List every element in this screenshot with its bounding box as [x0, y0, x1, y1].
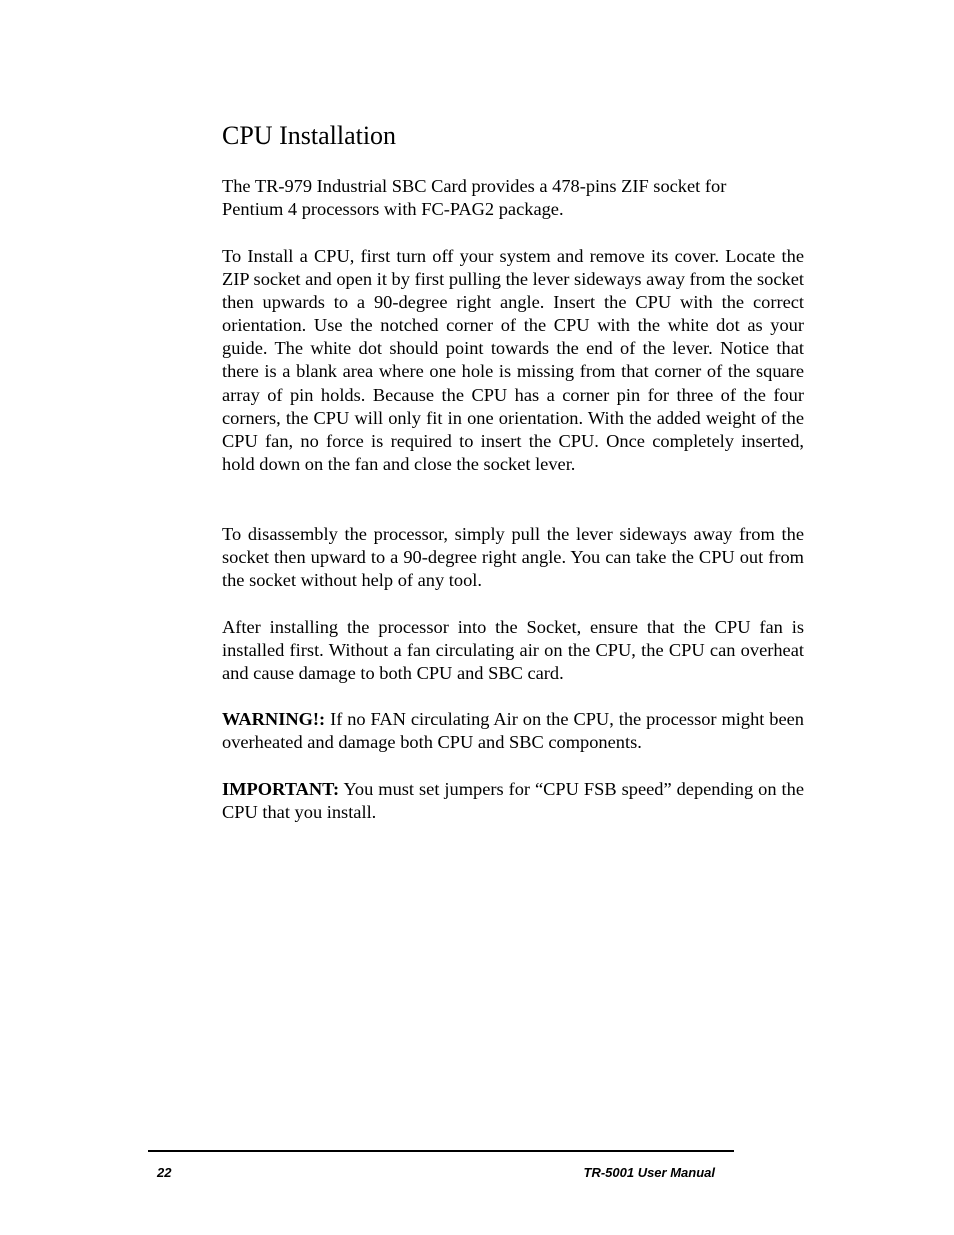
intro-paragraph: The TR-979 Industrial SBC Card provides a 478-pins ZIF socket for Pentium 4 processors with FC-PAG2 package.	[222, 176, 727, 220]
footer-page-number: 22	[157, 1165, 172, 1180]
warning-label: WARNING!:	[222, 709, 326, 729]
page-title: CPU Installation	[222, 121, 397, 150]
important-text: You must set jumpers for “CPU FSB speed” depending on the CPU that you install.	[222, 779, 804, 823]
important-label: IMPORTANT:	[222, 779, 340, 799]
disassembly-paragraph: To disassembly the processor, simply pull the lever sideways away from the socket then upward to a 90-degree right angle. You can take the CPU out from the socket without help of any tool.	[222, 524, 804, 591]
cpu-fan-paragraph: After installing the processor into the Socket, ensure that the CPU fan is installed first. Without a fan circulating air on the CPU, the CPU can overheat and cause damage to both CPU and SBC card.	[222, 617, 804, 684]
warning-paragraph	[222, 708, 804, 754]
warning-text: If no FAN circulating Air on the CPU, the processor might been overheated and damage both CPU and SBC components.	[222, 709, 804, 753]
footer-rule	[148, 1150, 734, 1152]
install-instructions-paragraph: To Install a CPU, first turn off your system and remove its cover. Locate the ZIP socket and open it by first pulling the lever sideways away from the socket then upwards to a 90-degree right angle. Insert the CPU with the correct orientation. Use the notched corner of the CPU with the white dot as your guide. The white dot should point towards the end of the lever. Notice that there is a blank area where one hole is missing from that corner of the square array of pin holds. Because the CPU has a corner pin for three of the four corners, the CPU will only fit in one orientation. With the added weight of the CPU fan, no force is required to insert the CPU. Once completely inserted, hold down on the fan and close the socket lever.	[222, 246, 804, 474]
footer-manual-title: TR-5001 User Manual	[583, 1165, 715, 1180]
important-paragraph	[222, 778, 804, 824]
